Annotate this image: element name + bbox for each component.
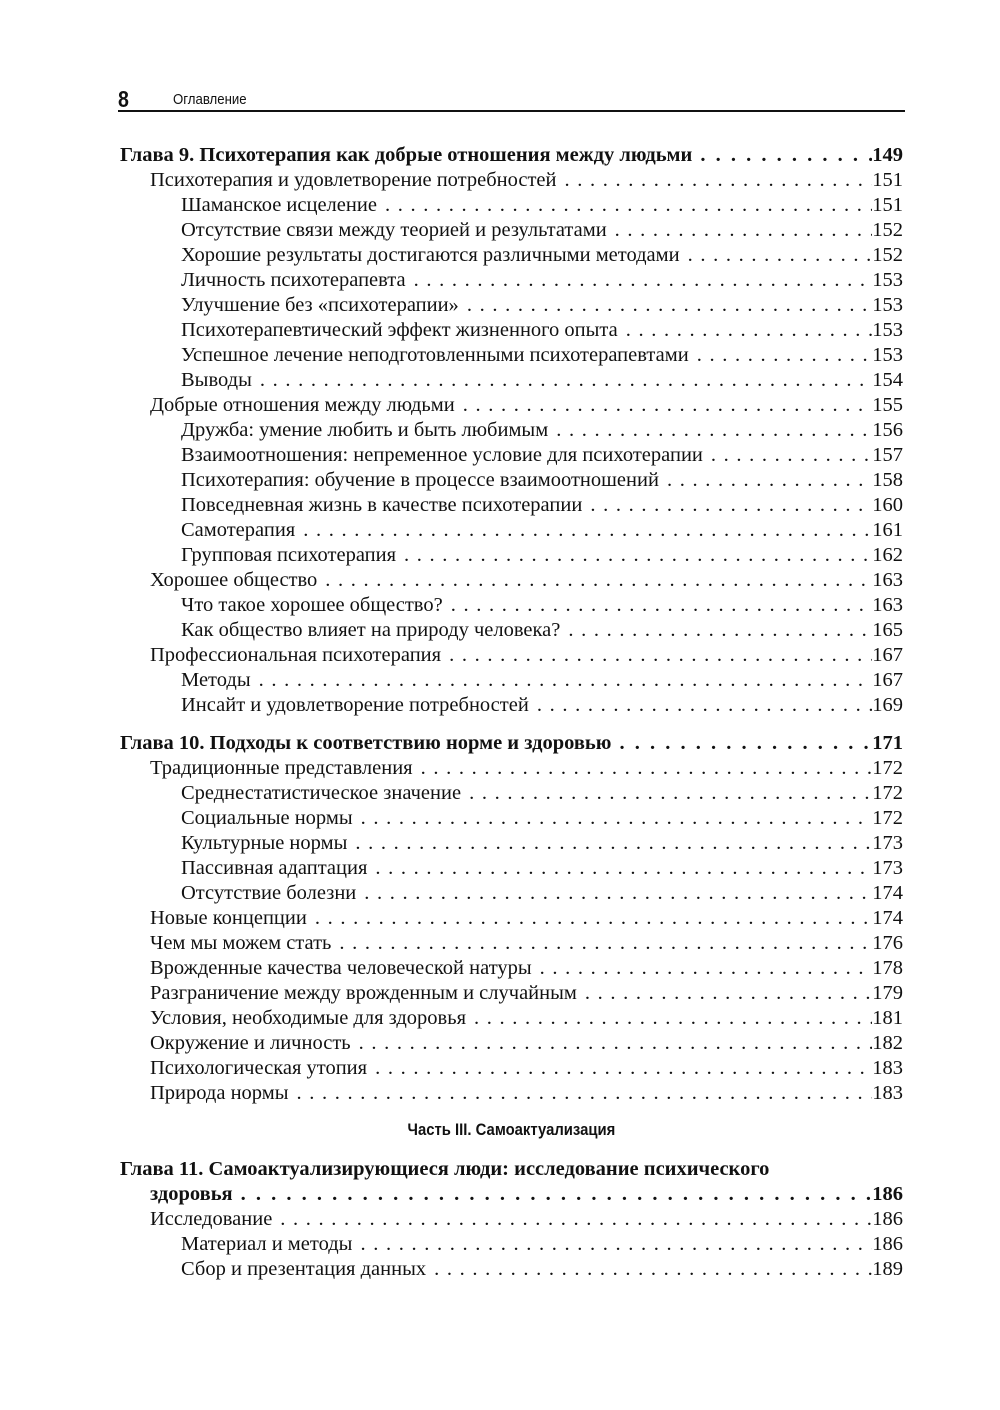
dot-leader (466, 1006, 872, 1031)
section-entry[interactable] (120, 956, 903, 981)
chapter-heading[interactable] (120, 731, 903, 756)
dot-leader (413, 756, 873, 781)
entry-title: Профессиональная психотерапия (150, 644, 442, 666)
subsection-entry[interactable] (120, 518, 903, 543)
entry-page-number: 186 (872, 1208, 903, 1230)
dot-leader (307, 906, 872, 931)
dot-leader (367, 856, 872, 881)
dot-leader (396, 543, 872, 568)
entry-title: Разграничение между врожденным и случайным (150, 982, 577, 1004)
dot-leader (406, 268, 873, 293)
entry-title: Глава 9. Психотерапия как добрые отношения между людьми (120, 144, 693, 166)
entry-title: Чем мы можем стать (150, 932, 332, 954)
entry-page-number: 153 (872, 294, 903, 316)
entry-title: здоровья (150, 1183, 233, 1205)
dot-leader (582, 493, 872, 518)
dot-leader (331, 931, 872, 956)
subsection-entry[interactable] (120, 243, 903, 268)
entry-title: Врожденные качества человеческой натуры (150, 957, 532, 979)
entry-title: Культурные нормы (181, 832, 348, 854)
entry-page-number: 179 (872, 982, 903, 1004)
dot-leader (289, 1081, 873, 1106)
entry-page-number: 160 (872, 494, 903, 516)
subsection-entry[interactable] (120, 831, 903, 856)
subsection-entry[interactable] (120, 806, 903, 831)
part-heading (120, 1121, 903, 1146)
entry-page-number: 189 (872, 1258, 903, 1280)
subsection-entry[interactable] (120, 593, 903, 618)
entry-title: Пассивная адаптация (181, 857, 368, 879)
running-title: Оглавление (173, 91, 247, 108)
section-entry[interactable] (120, 568, 903, 593)
section-entry[interactable] (120, 1207, 903, 1232)
dot-leader (659, 468, 872, 493)
entry-title: Психотерапия: обучение в процессе взаимоотношений (181, 469, 659, 491)
entry-page-number: 183 (872, 1082, 903, 1104)
entry-page-number: 176 (872, 932, 903, 954)
dot-leader (455, 393, 873, 418)
entry-title: Добрые отношения между людьми (150, 394, 455, 416)
subsection-entry[interactable] (120, 543, 903, 568)
entry-title: Новые концепции (150, 907, 307, 929)
entry-page-number: 151 (872, 194, 903, 216)
dot-leader (272, 1207, 872, 1232)
entry-title: Взаимоотношения: непременное условие для психотерапии (181, 444, 703, 466)
entry-title: Повседневная жизнь в качестве психотерапии (181, 494, 583, 516)
part-title: Часть III. Самоактуализация (407, 1121, 616, 1139)
entry-page-number: 178 (872, 957, 903, 979)
dot-leader (426, 1257, 872, 1282)
entry-page-number: 155 (872, 394, 903, 416)
entry-page-number: 156 (872, 419, 903, 441)
section-entry[interactable] (120, 393, 903, 418)
subsection-entry[interactable] (120, 318, 903, 343)
dot-leader (548, 418, 872, 443)
entry-title: Традиционные представления (150, 757, 413, 779)
entry-page-number: 158 (872, 469, 903, 491)
entry-page-number: 172 (872, 807, 903, 829)
subsection-entry[interactable] (120, 493, 903, 518)
subsection-entry[interactable] (120, 368, 903, 393)
section-entry[interactable] (120, 1006, 903, 1031)
chapter-heading[interactable] (120, 143, 903, 168)
entry-title: Условия, необходимые для здоровья (150, 1007, 467, 1029)
subsection-entry[interactable] (120, 618, 903, 643)
entry-page-number: 163 (872, 594, 903, 616)
subsection-entry[interactable] (120, 881, 903, 906)
page-number: 8 (118, 86, 129, 112)
entry-title: Глава 10. Подходы к соответствию норме и здоровью (120, 732, 612, 754)
dot-leader (353, 806, 873, 831)
entry-page-number: 154 (872, 369, 903, 391)
dot-leader (351, 1031, 873, 1056)
dot-leader (352, 1232, 872, 1257)
entry-title: Что такое хорошее общество? (181, 594, 443, 616)
entry-page-number: 167 (872, 669, 903, 691)
entry-title: Шаманское исцеление (181, 194, 377, 216)
entry-page-number: 153 (872, 269, 903, 291)
entry-title: Как общество влияет на природу человека? (181, 619, 561, 641)
section-entry[interactable] (120, 906, 903, 931)
entry-page-number: 151 (872, 169, 903, 191)
entry-page-number: 172 (872, 757, 903, 779)
section-entry[interactable] (120, 168, 903, 193)
entry-page-number: 169 (872, 694, 903, 716)
entry-page-number: 183 (872, 1057, 903, 1079)
section-entry[interactable] (120, 981, 903, 1006)
entry-title: Социальные нормы (181, 807, 353, 829)
entry-title: Методы (181, 669, 251, 691)
entry-page-number: 152 (872, 244, 903, 266)
entry-title: Инсайт и удовлетворение потребностей (181, 694, 529, 716)
dot-leader (317, 568, 872, 593)
section-entry[interactable] (120, 1056, 903, 1081)
entry-title: Улучшение без «психотерапии» (181, 294, 459, 316)
entry-title: Хорошее общество (150, 569, 318, 591)
entry-title: Сбор и презентация данных (181, 1258, 427, 1280)
subsection-entry[interactable] (120, 193, 903, 218)
entry-page-number: 153 (872, 319, 903, 341)
entry-title: Исследование (150, 1208, 273, 1230)
dot-leader (680, 243, 873, 268)
subsection-entry[interactable] (120, 268, 903, 293)
dot-leader (461, 781, 872, 806)
dot-leader (459, 293, 872, 318)
entry-title: Групповая психотерапия (181, 544, 397, 566)
entry-page-number: 153 (872, 344, 903, 366)
entry-page-number: 173 (872, 857, 903, 879)
entry-page-number: 174 (872, 907, 903, 929)
chapter-title-line: Глава 11. Самоактуализирующиеся люди: исследование психического (120, 1158, 770, 1180)
subsection-entry[interactable] (120, 418, 903, 443)
dot-leader (557, 168, 873, 193)
entry-page-number: 174 (872, 882, 903, 904)
entry-page-number: 157 (872, 444, 903, 466)
dot-leader (367, 1056, 872, 1081)
entry-title: Хорошие результаты достигаются различными методами (181, 244, 680, 266)
entry-title: Материал и методы (181, 1233, 353, 1255)
dot-leader (252, 368, 872, 393)
entry-page-number: 167 (872, 644, 903, 666)
section-entry[interactable] (120, 643, 903, 668)
entry-title: Окружение и личность (150, 1032, 351, 1054)
dot-leader (529, 693, 872, 718)
entry-title: Отсутствие связи между теорией и результатами (181, 219, 607, 241)
table-of-contents (120, 143, 903, 1282)
subsection-entry[interactable] (120, 218, 903, 243)
subsection-entry[interactable] (120, 468, 903, 493)
entry-title: Среднестатистическое значение (181, 782, 462, 804)
entry-title: Выводы (181, 369, 252, 391)
entry-page-number: 163 (872, 569, 903, 591)
section-entry[interactable] (120, 1031, 903, 1056)
section-entry[interactable] (120, 756, 903, 781)
subsection-entry[interactable] (120, 693, 903, 718)
entry-title: Психотерапевтический эффект жизненного опыта (181, 319, 618, 341)
entry-title: Дружба: умение любить и быть любимым (181, 419, 549, 441)
dot-leader (560, 618, 872, 643)
dot-leader (377, 193, 872, 218)
subsection-entry[interactable] (120, 668, 903, 693)
entry-title: Природа нормы (150, 1082, 289, 1104)
entry-page-number: 173 (872, 832, 903, 854)
dot-leader (251, 668, 873, 693)
dot-leader (356, 881, 872, 906)
running-header (118, 86, 905, 112)
entry-page-number: 165 (872, 619, 903, 641)
subsection-entry[interactable] (120, 343, 903, 368)
entry-page-number: 172 (872, 782, 903, 804)
entry-page-number: 152 (872, 219, 903, 241)
subsection-entry[interactable] (120, 1257, 903, 1282)
subsection-entry[interactable] (120, 443, 903, 468)
dot-leader (703, 443, 872, 468)
entry-page-number: 161 (872, 519, 903, 541)
entry-title: Успешное лечение неподготовленными психотерапевтами (181, 344, 689, 366)
chapter-heading[interactable] (120, 1182, 903, 1207)
entry-title: Личность психотерапевта (181, 269, 406, 291)
dot-leader (607, 218, 873, 243)
subsection-entry[interactable] (120, 1232, 903, 1257)
section-entry[interactable] (120, 1081, 903, 1106)
dot-leader (611, 731, 872, 756)
dot-leader (532, 956, 873, 981)
dot-leader (443, 593, 873, 618)
entry-page-number: 149 (872, 144, 903, 166)
entry-title: Самотерапия (181, 519, 296, 541)
section-entry[interactable] (120, 931, 903, 956)
dot-leader (295, 518, 872, 543)
entry-title: Психотерапия и удовлетворение потребностей (150, 169, 557, 191)
dot-leader (692, 143, 872, 168)
entry-page-number: 162 (872, 544, 903, 566)
dot-leader (233, 1182, 873, 1207)
dot-leader (347, 831, 872, 856)
subsection-entry[interactable] (120, 781, 903, 806)
entry-page-number: 182 (872, 1032, 903, 1054)
entry-page-number: 186 (872, 1233, 903, 1255)
dot-leader (441, 643, 872, 668)
entry-page-number: 171 (872, 732, 903, 754)
dot-leader (618, 318, 873, 343)
dot-leader (577, 981, 872, 1006)
entry-title: Отсутствие болезни (181, 882, 357, 904)
entry-page-number: 181 (872, 1007, 903, 1029)
dot-leader (689, 343, 873, 368)
subsection-entry[interactable] (120, 856, 903, 881)
entry-title: Психологическая утопия (150, 1057, 368, 1079)
subsection-entry[interactable] (120, 293, 903, 318)
entry-page-number: 186 (872, 1183, 903, 1205)
